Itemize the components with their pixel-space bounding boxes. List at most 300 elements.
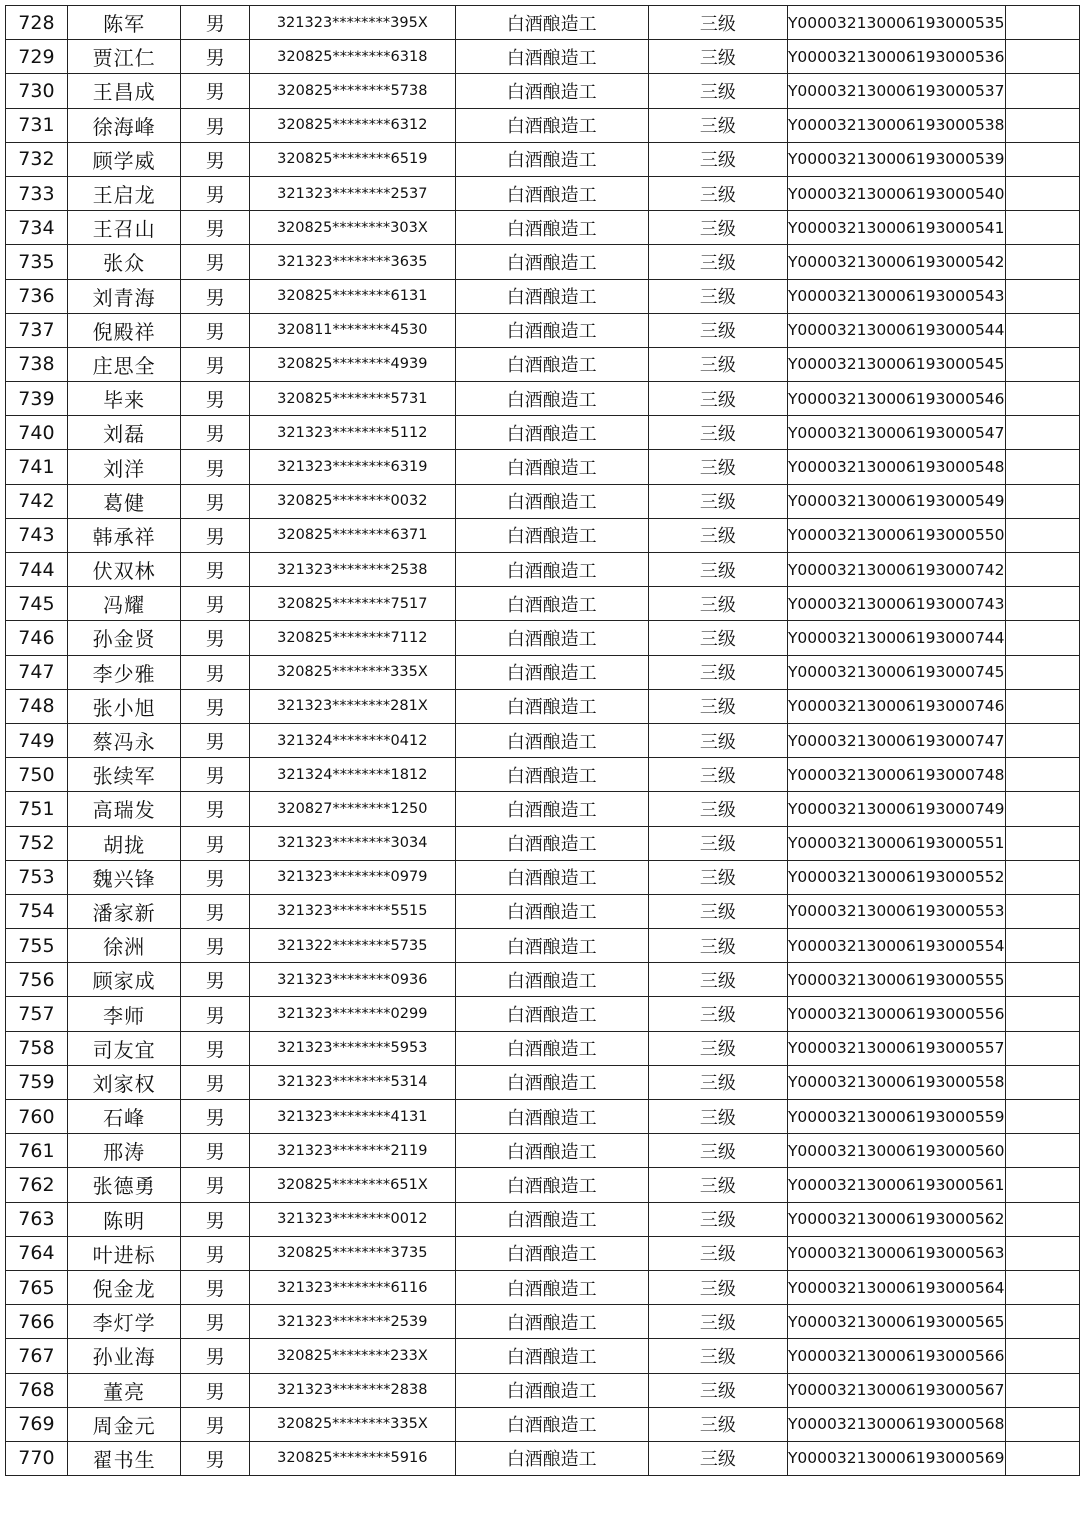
table-row bbox=[6, 1373, 1080, 1407]
row-number-cell: 762 bbox=[6, 1168, 68, 1202]
remarks-cell bbox=[1005, 74, 1079, 108]
gender-cell: 男 bbox=[181, 1305, 250, 1339]
name-cell: 顾学威 bbox=[67, 142, 181, 176]
gender-cell: 男 bbox=[181, 758, 250, 792]
remarks-cell bbox=[1005, 347, 1079, 381]
row-number-cell: 757 bbox=[6, 997, 68, 1031]
level-cell: 三级 bbox=[648, 279, 787, 313]
level-cell: 三级 bbox=[648, 929, 787, 963]
certificate-number-cell: Y000032130006193000549 bbox=[787, 484, 1005, 518]
occupation-cell: 白酒酿造工 bbox=[455, 1168, 648, 1202]
level-cell: 三级 bbox=[648, 211, 787, 245]
remarks-cell bbox=[1005, 313, 1079, 347]
certificate-number-cell: Y000032130006193000540 bbox=[787, 176, 1005, 210]
level-cell: 三级 bbox=[648, 382, 787, 416]
occupation-cell: 白酒酿造工 bbox=[455, 1373, 648, 1407]
gender-cell: 男 bbox=[181, 1065, 250, 1099]
gender-cell: 男 bbox=[181, 1134, 250, 1168]
remarks-cell bbox=[1005, 826, 1079, 860]
level-cell: 三级 bbox=[648, 1202, 787, 1236]
level-cell: 三级 bbox=[648, 860, 787, 894]
occupation-cell: 白酒酿造工 bbox=[455, 6, 648, 40]
name-cell: 陈军 bbox=[67, 6, 181, 40]
occupation-cell: 白酒酿造工 bbox=[455, 1202, 648, 1236]
gender-cell: 男 bbox=[181, 1202, 250, 1236]
row-number-cell: 763 bbox=[6, 1202, 68, 1236]
occupation-cell: 白酒酿造工 bbox=[455, 1100, 648, 1134]
occupation-cell: 白酒酿造工 bbox=[455, 655, 648, 689]
remarks-cell bbox=[1005, 1134, 1079, 1168]
certificate-number-cell: Y000032130006193000554 bbox=[787, 929, 1005, 963]
gender-cell: 男 bbox=[181, 142, 250, 176]
row-number-cell: 758 bbox=[6, 1031, 68, 1065]
remarks-cell bbox=[1005, 1270, 1079, 1304]
name-cell: 伏双林 bbox=[67, 553, 181, 587]
id-number-cell: 320825********6519 bbox=[250, 142, 456, 176]
occupation-cell: 白酒酿造工 bbox=[455, 1065, 648, 1099]
remarks-cell bbox=[1005, 553, 1079, 587]
table-row bbox=[6, 553, 1080, 587]
id-number-cell: 321324********1812 bbox=[250, 758, 456, 792]
name-cell: 蔡冯永 bbox=[67, 723, 181, 757]
gender-cell: 男 bbox=[181, 450, 250, 484]
row-number-cell: 761 bbox=[6, 1134, 68, 1168]
name-cell: 徐海峰 bbox=[67, 108, 181, 142]
table-row bbox=[6, 40, 1080, 74]
gender-cell: 男 bbox=[181, 1100, 250, 1134]
table-row bbox=[6, 484, 1080, 518]
remarks-cell bbox=[1005, 1373, 1079, 1407]
row-number-cell: 766 bbox=[6, 1305, 68, 1339]
level-cell: 三级 bbox=[648, 1441, 787, 1475]
certificate-number-cell: Y000032130006193000556 bbox=[787, 997, 1005, 1031]
row-number-cell: 753 bbox=[6, 860, 68, 894]
name-cell: 刘洋 bbox=[67, 450, 181, 484]
certificate-number-cell: Y000032130006193000746 bbox=[787, 689, 1005, 723]
id-number-cell: 320825********335X bbox=[250, 1407, 456, 1441]
row-number-cell: 770 bbox=[6, 1441, 68, 1475]
name-cell: 王启龙 bbox=[67, 176, 181, 210]
certificate-number-cell: Y000032130006193000566 bbox=[787, 1339, 1005, 1373]
certificate-number-cell: Y000032130006193000560 bbox=[787, 1134, 1005, 1168]
certificate-number-cell: Y000032130006193000569 bbox=[787, 1441, 1005, 1475]
row-number-cell: 742 bbox=[6, 484, 68, 518]
name-cell: 魏兴锋 bbox=[67, 860, 181, 894]
gender-cell: 男 bbox=[181, 826, 250, 860]
name-cell: 石峰 bbox=[67, 1100, 181, 1134]
occupation-cell: 白酒酿造工 bbox=[455, 211, 648, 245]
row-number-cell: 768 bbox=[6, 1373, 68, 1407]
name-cell: 冯耀 bbox=[67, 587, 181, 621]
certificate-number-cell: Y000032130006193000745 bbox=[787, 655, 1005, 689]
occupation-cell: 白酒酿造工 bbox=[455, 894, 648, 928]
occupation-cell: 白酒酿造工 bbox=[455, 1270, 648, 1304]
gender-cell: 男 bbox=[181, 894, 250, 928]
certificate-number-cell: Y000032130006193000548 bbox=[787, 450, 1005, 484]
gender-cell: 男 bbox=[181, 655, 250, 689]
remarks-cell bbox=[1005, 997, 1079, 1031]
table-row bbox=[6, 1407, 1080, 1441]
level-cell: 三级 bbox=[648, 518, 787, 552]
occupation-cell: 白酒酿造工 bbox=[455, 313, 648, 347]
certificate-number-cell: Y000032130006193000536 bbox=[787, 40, 1005, 74]
level-cell: 三级 bbox=[648, 894, 787, 928]
table-row bbox=[6, 621, 1080, 655]
occupation-cell: 白酒酿造工 bbox=[455, 621, 648, 655]
gender-cell: 男 bbox=[181, 40, 250, 74]
gender-cell: 男 bbox=[181, 1441, 250, 1475]
row-number-cell: 733 bbox=[6, 176, 68, 210]
gender-cell: 男 bbox=[181, 211, 250, 245]
id-number-cell: 320825********651X bbox=[250, 1168, 456, 1202]
gender-cell: 男 bbox=[181, 1339, 250, 1373]
id-number-cell: 321323********6116 bbox=[250, 1270, 456, 1304]
certificate-number-cell: Y000032130006193000546 bbox=[787, 382, 1005, 416]
row-number-cell: 729 bbox=[6, 40, 68, 74]
name-cell: 孙金贤 bbox=[67, 621, 181, 655]
row-number-cell: 740 bbox=[6, 416, 68, 450]
gender-cell: 男 bbox=[181, 279, 250, 313]
certificate-number-cell: Y000032130006193000551 bbox=[787, 826, 1005, 860]
name-cell: 顾家成 bbox=[67, 963, 181, 997]
level-cell: 三级 bbox=[648, 142, 787, 176]
occupation-cell: 白酒酿造工 bbox=[455, 74, 648, 108]
certificate-number-cell: Y000032130006193000535 bbox=[787, 6, 1005, 40]
name-cell: 刘磊 bbox=[67, 416, 181, 450]
level-cell: 三级 bbox=[648, 758, 787, 792]
table-body bbox=[6, 6, 1080, 1476]
table-row bbox=[6, 826, 1080, 860]
row-number-cell: 746 bbox=[6, 621, 68, 655]
remarks-cell bbox=[1005, 1202, 1079, 1236]
occupation-cell: 白酒酿造工 bbox=[455, 40, 648, 74]
name-cell: 李少雅 bbox=[67, 655, 181, 689]
remarks-cell bbox=[1005, 40, 1079, 74]
certificate-number-cell: Y000032130006193000747 bbox=[787, 723, 1005, 757]
remarks-cell bbox=[1005, 382, 1079, 416]
id-number-cell: 320825********0032 bbox=[250, 484, 456, 518]
level-cell: 三级 bbox=[648, 108, 787, 142]
occupation-cell: 白酒酿造工 bbox=[455, 587, 648, 621]
name-cell: 张续军 bbox=[67, 758, 181, 792]
level-cell: 三级 bbox=[648, 1168, 787, 1202]
row-number-cell: 738 bbox=[6, 347, 68, 381]
certificate-number-cell: Y000032130006193000541 bbox=[787, 211, 1005, 245]
name-cell: 潘家新 bbox=[67, 894, 181, 928]
row-number-cell: 751 bbox=[6, 792, 68, 826]
name-cell: 翟书生 bbox=[67, 1441, 181, 1475]
remarks-cell bbox=[1005, 1305, 1079, 1339]
level-cell: 三级 bbox=[648, 1305, 787, 1339]
level-cell: 三级 bbox=[648, 416, 787, 450]
row-number-cell: 764 bbox=[6, 1236, 68, 1270]
row-number-cell: 745 bbox=[6, 587, 68, 621]
name-cell: 毕来 bbox=[67, 382, 181, 416]
table-row bbox=[6, 963, 1080, 997]
id-number-cell: 321323********6319 bbox=[250, 450, 456, 484]
name-cell: 李灯学 bbox=[67, 1305, 181, 1339]
remarks-cell bbox=[1005, 655, 1079, 689]
row-number-cell: 767 bbox=[6, 1339, 68, 1373]
row-number-cell: 747 bbox=[6, 655, 68, 689]
name-cell: 张小旭 bbox=[67, 689, 181, 723]
level-cell: 三级 bbox=[648, 484, 787, 518]
gender-cell: 男 bbox=[181, 108, 250, 142]
row-number-cell: 735 bbox=[6, 245, 68, 279]
level-cell: 三级 bbox=[648, 963, 787, 997]
table-row bbox=[6, 1305, 1080, 1339]
level-cell: 三级 bbox=[648, 74, 787, 108]
name-cell: 徐洲 bbox=[67, 929, 181, 963]
occupation-cell: 白酒酿造工 bbox=[455, 792, 648, 826]
remarks-cell bbox=[1005, 245, 1079, 279]
remarks-cell bbox=[1005, 723, 1079, 757]
remarks-cell bbox=[1005, 860, 1079, 894]
name-cell: 倪殿祥 bbox=[67, 313, 181, 347]
occupation-cell: 白酒酿造工 bbox=[455, 1407, 648, 1441]
gender-cell: 男 bbox=[181, 347, 250, 381]
id-number-cell: 321324********0412 bbox=[250, 723, 456, 757]
gender-cell: 男 bbox=[181, 792, 250, 826]
certificate-number-cell: Y000032130006193000557 bbox=[787, 1031, 1005, 1065]
certificate-number-cell: Y000032130006193000545 bbox=[787, 347, 1005, 381]
occupation-cell: 白酒酿造工 bbox=[455, 997, 648, 1031]
name-cell: 刘家权 bbox=[67, 1065, 181, 1099]
occupation-cell: 白酒酿造工 bbox=[455, 1305, 648, 1339]
level-cell: 三级 bbox=[648, 655, 787, 689]
name-cell: 倪金龙 bbox=[67, 1270, 181, 1304]
gender-cell: 男 bbox=[181, 176, 250, 210]
level-cell: 三级 bbox=[648, 997, 787, 1031]
remarks-cell bbox=[1005, 176, 1079, 210]
occupation-cell: 白酒酿造工 bbox=[455, 142, 648, 176]
table-row bbox=[6, 313, 1080, 347]
occupation-cell: 白酒酿造工 bbox=[455, 347, 648, 381]
occupation-cell: 白酒酿造工 bbox=[455, 518, 648, 552]
occupation-cell: 白酒酿造工 bbox=[455, 723, 648, 757]
gender-cell: 男 bbox=[181, 723, 250, 757]
table-row bbox=[6, 1236, 1080, 1270]
level-cell: 三级 bbox=[648, 826, 787, 860]
gender-cell: 男 bbox=[181, 587, 250, 621]
table-row bbox=[6, 142, 1080, 176]
row-number-cell: 744 bbox=[6, 553, 68, 587]
id-number-cell: 320825********233X bbox=[250, 1339, 456, 1373]
id-number-cell: 321323********2838 bbox=[250, 1373, 456, 1407]
name-cell: 高瑞发 bbox=[67, 792, 181, 826]
table-row bbox=[6, 211, 1080, 245]
row-number-cell: 756 bbox=[6, 963, 68, 997]
occupation-cell: 白酒酿造工 bbox=[455, 1134, 648, 1168]
level-cell: 三级 bbox=[648, 1270, 787, 1304]
row-number-cell: 728 bbox=[6, 6, 68, 40]
id-number-cell: 321323********5953 bbox=[250, 1031, 456, 1065]
certificate-number-cell: Y000032130006193000539 bbox=[787, 142, 1005, 176]
id-number-cell: 321323********0299 bbox=[250, 997, 456, 1031]
remarks-cell bbox=[1005, 1339, 1079, 1373]
row-number-cell: 741 bbox=[6, 450, 68, 484]
gender-cell: 男 bbox=[181, 929, 250, 963]
table-row bbox=[6, 1339, 1080, 1373]
table-row bbox=[6, 518, 1080, 552]
level-cell: 三级 bbox=[648, 1134, 787, 1168]
table-row bbox=[6, 792, 1080, 826]
table-row bbox=[6, 997, 1080, 1031]
certificate-number-cell: Y000032130006193000564 bbox=[787, 1270, 1005, 1304]
level-cell: 三级 bbox=[648, 723, 787, 757]
remarks-cell bbox=[1005, 1407, 1079, 1441]
name-cell: 司友宜 bbox=[67, 1031, 181, 1065]
certificate-number-cell: Y000032130006193000537 bbox=[787, 74, 1005, 108]
table-row bbox=[6, 860, 1080, 894]
table-row bbox=[6, 382, 1080, 416]
row-number-cell: 737 bbox=[6, 313, 68, 347]
level-cell: 三级 bbox=[648, 6, 787, 40]
name-cell: 李师 bbox=[67, 997, 181, 1031]
id-number-cell: 321323********0012 bbox=[250, 1202, 456, 1236]
occupation-cell: 白酒酿造工 bbox=[455, 108, 648, 142]
occupation-cell: 白酒酿造工 bbox=[455, 689, 648, 723]
table-row bbox=[6, 1441, 1080, 1475]
table-row bbox=[6, 245, 1080, 279]
name-cell: 葛健 bbox=[67, 484, 181, 518]
occupation-cell: 白酒酿造工 bbox=[455, 758, 648, 792]
row-number-cell: 739 bbox=[6, 382, 68, 416]
name-cell: 刘青海 bbox=[67, 279, 181, 313]
certificate-number-cell: Y000032130006193000542 bbox=[787, 245, 1005, 279]
certificate-number-cell: Y000032130006193000547 bbox=[787, 416, 1005, 450]
row-number-cell: 750 bbox=[6, 758, 68, 792]
row-number-cell: 730 bbox=[6, 74, 68, 108]
occupation-cell: 白酒酿造工 bbox=[455, 450, 648, 484]
certificate-number-cell: Y000032130006193000744 bbox=[787, 621, 1005, 655]
id-number-cell: 321323********395X bbox=[250, 6, 456, 40]
certificate-number-cell: Y000032130006193000565 bbox=[787, 1305, 1005, 1339]
gender-cell: 男 bbox=[181, 313, 250, 347]
name-cell: 庄思全 bbox=[67, 347, 181, 381]
certificate-number-cell: Y000032130006193000561 bbox=[787, 1168, 1005, 1202]
level-cell: 三级 bbox=[648, 176, 787, 210]
gender-cell: 男 bbox=[181, 1031, 250, 1065]
name-cell: 王召山 bbox=[67, 211, 181, 245]
certificate-number-cell: Y000032130006193000568 bbox=[787, 1407, 1005, 1441]
occupation-cell: 白酒酿造工 bbox=[455, 860, 648, 894]
id-number-cell: 321323********5112 bbox=[250, 416, 456, 450]
id-number-cell: 320811********4530 bbox=[250, 313, 456, 347]
table-row bbox=[6, 1100, 1080, 1134]
id-number-cell: 321322********5735 bbox=[250, 929, 456, 963]
id-number-cell: 321323********2539 bbox=[250, 1305, 456, 1339]
id-number-cell: 320825********5731 bbox=[250, 382, 456, 416]
name-cell: 张众 bbox=[67, 245, 181, 279]
id-number-cell: 321323********5314 bbox=[250, 1065, 456, 1099]
name-cell: 王昌成 bbox=[67, 74, 181, 108]
level-cell: 三级 bbox=[648, 313, 787, 347]
occupation-cell: 白酒酿造工 bbox=[455, 245, 648, 279]
table-row bbox=[6, 74, 1080, 108]
remarks-cell bbox=[1005, 1065, 1079, 1099]
id-number-cell: 320825********6312 bbox=[250, 108, 456, 142]
row-number-cell: 743 bbox=[6, 518, 68, 552]
name-cell: 邢涛 bbox=[67, 1134, 181, 1168]
id-number-cell: 320825********303X bbox=[250, 211, 456, 245]
id-number-cell: 321323********2537 bbox=[250, 176, 456, 210]
row-number-cell: 732 bbox=[6, 142, 68, 176]
level-cell: 三级 bbox=[648, 689, 787, 723]
id-number-cell: 320825********6371 bbox=[250, 518, 456, 552]
row-number-cell: 748 bbox=[6, 689, 68, 723]
level-cell: 三级 bbox=[648, 1407, 787, 1441]
remarks-cell bbox=[1005, 587, 1079, 621]
name-cell: 孙业海 bbox=[67, 1339, 181, 1373]
gender-cell: 男 bbox=[181, 245, 250, 279]
remarks-cell bbox=[1005, 484, 1079, 518]
id-number-cell: 321323********4131 bbox=[250, 1100, 456, 1134]
id-number-cell: 321323********0936 bbox=[250, 963, 456, 997]
row-number-cell: 765 bbox=[6, 1270, 68, 1304]
row-number-cell: 759 bbox=[6, 1065, 68, 1099]
id-number-cell: 321323********5515 bbox=[250, 894, 456, 928]
id-number-cell: 321323********3034 bbox=[250, 826, 456, 860]
id-number-cell: 320825********5738 bbox=[250, 74, 456, 108]
occupation-cell: 白酒酿造工 bbox=[455, 382, 648, 416]
certificate-number-cell: Y000032130006193000558 bbox=[787, 1065, 1005, 1099]
occupation-cell: 白酒酿造工 bbox=[455, 176, 648, 210]
level-cell: 三级 bbox=[648, 587, 787, 621]
occupation-cell: 白酒酿造工 bbox=[455, 963, 648, 997]
name-cell: 贾江仁 bbox=[67, 40, 181, 74]
certificate-number-cell: Y000032130006193000555 bbox=[787, 963, 1005, 997]
table-row bbox=[6, 723, 1080, 757]
occupation-cell: 白酒酿造工 bbox=[455, 929, 648, 963]
occupation-cell: 白酒酿造工 bbox=[455, 1339, 648, 1373]
name-cell: 陈明 bbox=[67, 1202, 181, 1236]
level-cell: 三级 bbox=[648, 1236, 787, 1270]
level-cell: 三级 bbox=[648, 1373, 787, 1407]
name-cell: 董亮 bbox=[67, 1373, 181, 1407]
gender-cell: 男 bbox=[181, 553, 250, 587]
level-cell: 三级 bbox=[648, 621, 787, 655]
level-cell: 三级 bbox=[648, 1065, 787, 1099]
name-cell: 叶进标 bbox=[67, 1236, 181, 1270]
id-number-cell: 320825********4939 bbox=[250, 347, 456, 381]
id-number-cell: 321323********0979 bbox=[250, 860, 456, 894]
remarks-cell bbox=[1005, 758, 1079, 792]
remarks-cell bbox=[1005, 279, 1079, 313]
row-number-cell: 749 bbox=[6, 723, 68, 757]
occupation-cell: 白酒酿造工 bbox=[455, 279, 648, 313]
id-number-cell: 320825********335X bbox=[250, 655, 456, 689]
table-row bbox=[6, 1134, 1080, 1168]
remarks-cell bbox=[1005, 1441, 1079, 1475]
remarks-cell bbox=[1005, 1168, 1079, 1202]
remarks-cell bbox=[1005, 1236, 1079, 1270]
certificate-number-cell: Y000032130006193000748 bbox=[787, 758, 1005, 792]
remarks-cell bbox=[1005, 416, 1079, 450]
level-cell: 三级 bbox=[648, 1031, 787, 1065]
certificate-number-cell: Y000032130006193000567 bbox=[787, 1373, 1005, 1407]
gender-cell: 男 bbox=[181, 484, 250, 518]
level-cell: 三级 bbox=[648, 553, 787, 587]
remarks-cell bbox=[1005, 6, 1079, 40]
id-number-cell: 320825********6318 bbox=[250, 40, 456, 74]
row-number-cell: 769 bbox=[6, 1407, 68, 1441]
table-row bbox=[6, 279, 1080, 313]
table-row bbox=[6, 1031, 1080, 1065]
certificate-number-cell: Y000032130006193000743 bbox=[787, 587, 1005, 621]
gender-cell: 男 bbox=[181, 1168, 250, 1202]
gender-cell: 男 bbox=[181, 1270, 250, 1304]
